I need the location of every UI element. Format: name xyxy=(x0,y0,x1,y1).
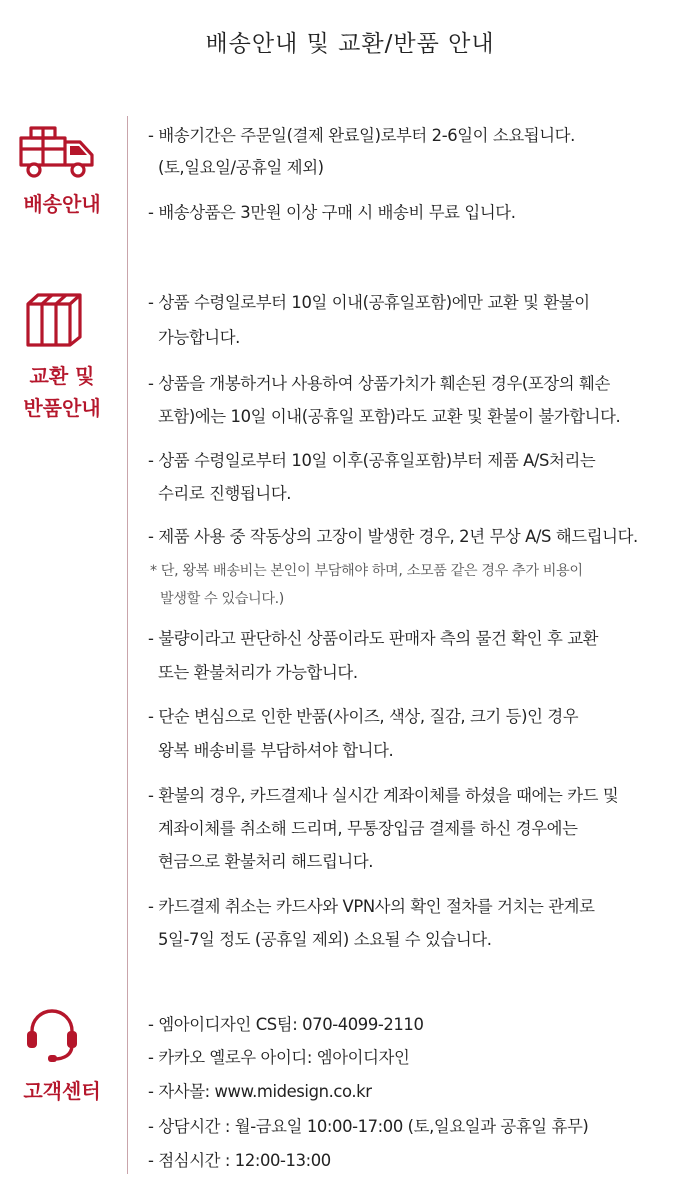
exchange-line-2: 가능합니다. xyxy=(158,328,240,347)
cs-phone-line: - 엠아이디자인 CS팀: 070-4099-2110 xyxy=(148,1015,424,1034)
exchange-line-14: 현금으로 환불처리 해드립니다. xyxy=(158,852,374,871)
website-line[interactable]: - 자사몰: www.midesign.co.kr xyxy=(148,1082,372,1101)
shipping-label: 배송안내 xyxy=(23,192,101,216)
exchange-line-13: 계좌이체를 취소해 드리며, 무통장입금 결제를 하신 경우에는 xyxy=(158,819,578,838)
exchange-note-2: 발생할 수 있습니다.) xyxy=(160,591,284,607)
consult-hours-line: - 상담시간 : 월-금요일 10:00-17:00 (토,일요일과 공휴일 휴무) xyxy=(148,1117,589,1136)
shipping-line-3: - 배송상품은 3만원 이상 구매 시 배송비 무료 입니다. xyxy=(148,203,516,222)
exchange-line-6: 수리로 진행됩니다. xyxy=(158,484,292,503)
exchange-line-15: - 카드결제 취소는 카드사와 VPN사의 확인 절차를 거치는 관계로 xyxy=(148,897,595,916)
lunch-hours-line: - 점심시간 : 12:00-13:00 xyxy=(148,1151,331,1170)
exchange-label-line-1: 교환 및 xyxy=(29,364,95,388)
vertical-divider xyxy=(127,116,128,1174)
exchange-label-line-2: 반품안내 xyxy=(23,396,101,420)
shipping-line-1: - 배송기간은 주문일(결제 완료일)로부터 2-6일이 소요됩니다. xyxy=(148,126,575,145)
exchange-line-10: - 단순 변심으로 인한 반품(사이즈, 색상, 질감, 크기 등)인 경우 xyxy=(148,707,579,726)
exchange-note-1: * 단, 왕복 배송비는 본인이 부담해야 하며, 소모품 같은 경우 추가 비용이 xyxy=(150,563,583,579)
delivery-truck-icon xyxy=(18,125,96,181)
exchange-line-9: 또는 환불처리가 가능합니다. xyxy=(158,663,358,682)
headset-icon xyxy=(24,1005,80,1065)
exchange-line-11: 왕복 배송비를 부담하셔야 합니다. xyxy=(158,741,394,760)
page-title: 배송안내 및 교환/반품 안내 xyxy=(205,31,495,57)
customer-center-label: 고객센터 xyxy=(23,1079,101,1103)
shipping-line-2: (토,일요일/공휴일 제외) xyxy=(158,158,324,177)
exchange-line-4: 포함)에는 10일 이내(공휴일 포함)라도 교환 및 환불이 불가합니다. xyxy=(158,407,621,426)
kakao-id-line: - 카카오 옐로우 아이디: 엠아이디자인 xyxy=(148,1048,410,1067)
exchange-line-5: - 상품 수령일로부터 10일 이후(공휴일포함)부터 제품 A/S처리는 xyxy=(148,451,596,470)
exchange-line-16: 5일-7일 정도 (공휴일 제외) 소요될 수 있습니다. xyxy=(158,930,492,949)
exchange-line-3: - 상품을 개봉하거나 사용하여 상품가치가 훼손된 경우(포장의 훼손 xyxy=(148,374,610,393)
exchange-line-8: - 불량이라고 판단하신 상품이라도 판매자 측의 물건 확인 후 교환 xyxy=(148,629,599,648)
exchange-line-12: - 환불의 경우, 카드결제나 실시간 계좌이체를 하셨을 때에는 카드 및 xyxy=(148,786,619,805)
exchange-line-1: - 상품 수령일로부터 10일 이내(공휴일포함)에만 교환 및 환불이 xyxy=(148,293,590,312)
exchange-line-7: - 제품 사용 중 작동상의 고장이 발생한 경우, 2년 무상 A/S 해드립니다. xyxy=(148,527,638,546)
package-box-icon xyxy=(24,292,84,348)
